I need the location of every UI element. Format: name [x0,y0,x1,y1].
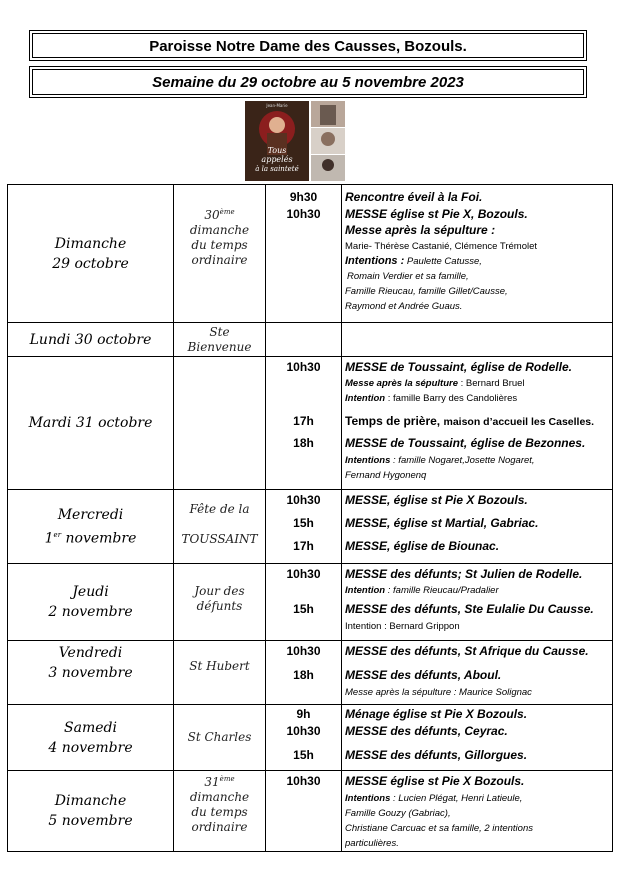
saint-line: 31ème [204,775,235,789]
events-cell [342,641,613,705]
event-label: Intentions [345,793,391,804]
poster-caption: Jean-Marie [266,103,288,108]
saint-line: dimanche [189,223,250,237]
day-name: Dimanche [54,235,127,252]
event: Rencontre éveil à la Foi. [345,190,483,204]
time: 10h30 [286,493,321,507]
time: 17h [293,414,314,428]
events-cell [342,564,613,641]
saint-line: défunts [196,599,243,613]
table-row [8,323,613,357]
day-name: Vendredi [58,645,123,661]
day-cell [8,771,174,852]
day-date: 1er novembre [44,530,137,547]
event: MESSE des défunts; St Julien de Rodelle. [345,567,583,581]
event: MESSE église st Pie X, Bozouls. [345,207,528,221]
saint-line: Jour des [194,584,245,598]
saint-line: du temps [191,238,248,252]
table-row [8,705,613,771]
times-cell [266,323,342,357]
event: MESSE, église de Biounac. [345,539,500,553]
time: 18h [293,436,314,450]
saint-line: St Charles [187,730,252,744]
times-cell [266,357,342,490]
poster-text-3: à la sainteté [255,165,299,173]
saint-cell [174,357,266,490]
day-cell [8,641,174,705]
saint-cell [174,771,266,852]
day-cell [8,705,174,771]
events-cell [342,357,613,490]
day-date: 29 octobre [52,255,129,272]
day-name: Jeudi [72,584,109,600]
event: Messe après la sépulture : Maurice Solignac [345,687,532,698]
saint-line: Fête de la [189,502,250,516]
saint-line: ordinaire [191,253,248,267]
event: Intention : Bernard Grippon [345,621,460,632]
event: maison d’accueil les Caselles. [443,416,595,428]
time: 9h [296,707,311,721]
time: 15h [293,516,314,530]
all-saints-poster [245,101,345,181]
poster-text-1: Tous [267,146,287,155]
event-label: Intention [345,393,386,404]
event: Raymond et Andrée Guaus. [345,301,463,312]
event: : Lucien Plégat, Henri Latieule, [390,793,523,804]
day-cell [8,357,174,490]
week-title: Semaine du 29 octobre au 5 novembre 2023 [29,66,587,98]
schedule-table [7,184,613,852]
event: Temps de prière, [345,414,444,428]
event: Paulette Catusse, [404,256,482,267]
saint-line: ordinaire [191,820,248,834]
saint-cell [174,323,266,357]
event: Romain Verdier et sa famille, [347,271,469,282]
event-label: Messe après la sépulture [345,378,458,389]
time: 9h30 [289,190,318,204]
saint-line: Ste [209,325,230,339]
day-date: 2 novembre [48,604,133,620]
day-cell [8,490,174,564]
saint-line: dimanche [189,790,250,804]
day-name: Samedi [64,719,117,736]
poster-text-2: appelés [261,155,293,164]
times-cell [266,490,342,564]
table-row [8,641,613,705]
event: Marie- Thérèse Castanié, Clémence Trémolet [345,241,538,252]
event-label: Intention [345,585,386,596]
event: Messe après la sépulture : [345,223,496,237]
saint-cell [174,705,266,771]
event: MESSE des défunts, Gillorgues. [345,748,528,762]
time: 10h30 [286,360,321,374]
events-cell [342,705,613,771]
saint-line: St Hubert [189,659,250,673]
table-row [8,771,613,852]
event: MESSE des défunts, St Afrique du Causse. [345,644,589,658]
event: : famille Barry des Candolières [385,393,518,404]
time: 15h [293,602,314,616]
time: 15h [293,748,314,762]
day-date: 3 novembre [48,665,133,681]
table-row [8,490,613,564]
event: Ménage église st Pie X Bozouls. [345,707,528,721]
events-cell [342,185,613,323]
event: MESSE église st Pie X Bozouls. [345,774,525,788]
event: MESSE, église st Martial, Gabriac. [345,516,539,530]
time: 10h30 [286,644,321,658]
day-cell [8,564,174,641]
event: MESSE des défunts, Ceyrac. [345,724,508,738]
times-cell [266,641,342,705]
event: Famille Rieucau, famille Gillet/Causse, [345,286,508,297]
event: MESSE des défunts, Aboul. [345,668,502,682]
time: 10h30 [286,724,321,738]
parish-title: Paroisse Notre Dame des Causses, Bozouls. [29,30,587,61]
events-cell [342,323,613,357]
day-name: Mercredi [57,506,124,523]
saint-cell [174,185,266,323]
table-row [8,357,613,490]
event: MESSE de Toussaint, église de Rodelle. [345,360,572,374]
time: 10h30 [286,567,321,581]
time: 10h30 [286,774,321,788]
time: 18h [293,668,314,682]
saint-cell [174,490,266,564]
event: MESSE de Toussaint, église de Bezonnes. [345,436,586,450]
saint-line: Bienvenue [187,340,252,354]
day-date: 5 novembre [48,813,133,829]
day-cell [8,185,174,323]
day-name: Dimanche [54,793,127,809]
saint-cell [174,564,266,641]
day-name: Lundi 30 octobre [29,331,152,348]
times-cell [266,705,342,771]
time: 10h30 [286,207,321,221]
event-label: Intentions [345,455,391,466]
day-date: 4 novembre [48,739,133,756]
event: MESSE, église st Pie X Bozouls. [345,493,528,507]
saint-line: du temps [191,805,248,819]
event: particulières. [345,838,399,849]
day-cell [8,323,174,357]
day-name: Mardi 31 octobre [28,415,153,431]
event: : famille Nogaret,Josette Nogaret, [390,455,535,466]
saint-line: 30ème [204,208,235,222]
table-row [8,185,613,323]
event: Fernand Hygonenq [345,470,427,481]
saint-cell [174,641,266,705]
event: MESSE des défunts, Ste Eulalie Du Causse. [345,602,594,616]
event: Christiane Carcuac et sa famille, 2 intentions [345,823,533,834]
table-row [8,564,613,641]
times-cell [266,771,342,852]
time: 17h [293,539,314,553]
event-label: Intentions : [345,255,405,267]
event: : famille Rieucau/Pradalier [385,585,499,596]
times-cell [266,185,342,323]
event: Famille Gouzy (Gabriac), [345,808,451,819]
event: : Bernard Bruel [458,378,525,389]
events-cell [342,490,613,564]
saint-line: TOUSSAINT [181,532,258,546]
events-cell [342,771,613,852]
times-cell [266,564,342,641]
